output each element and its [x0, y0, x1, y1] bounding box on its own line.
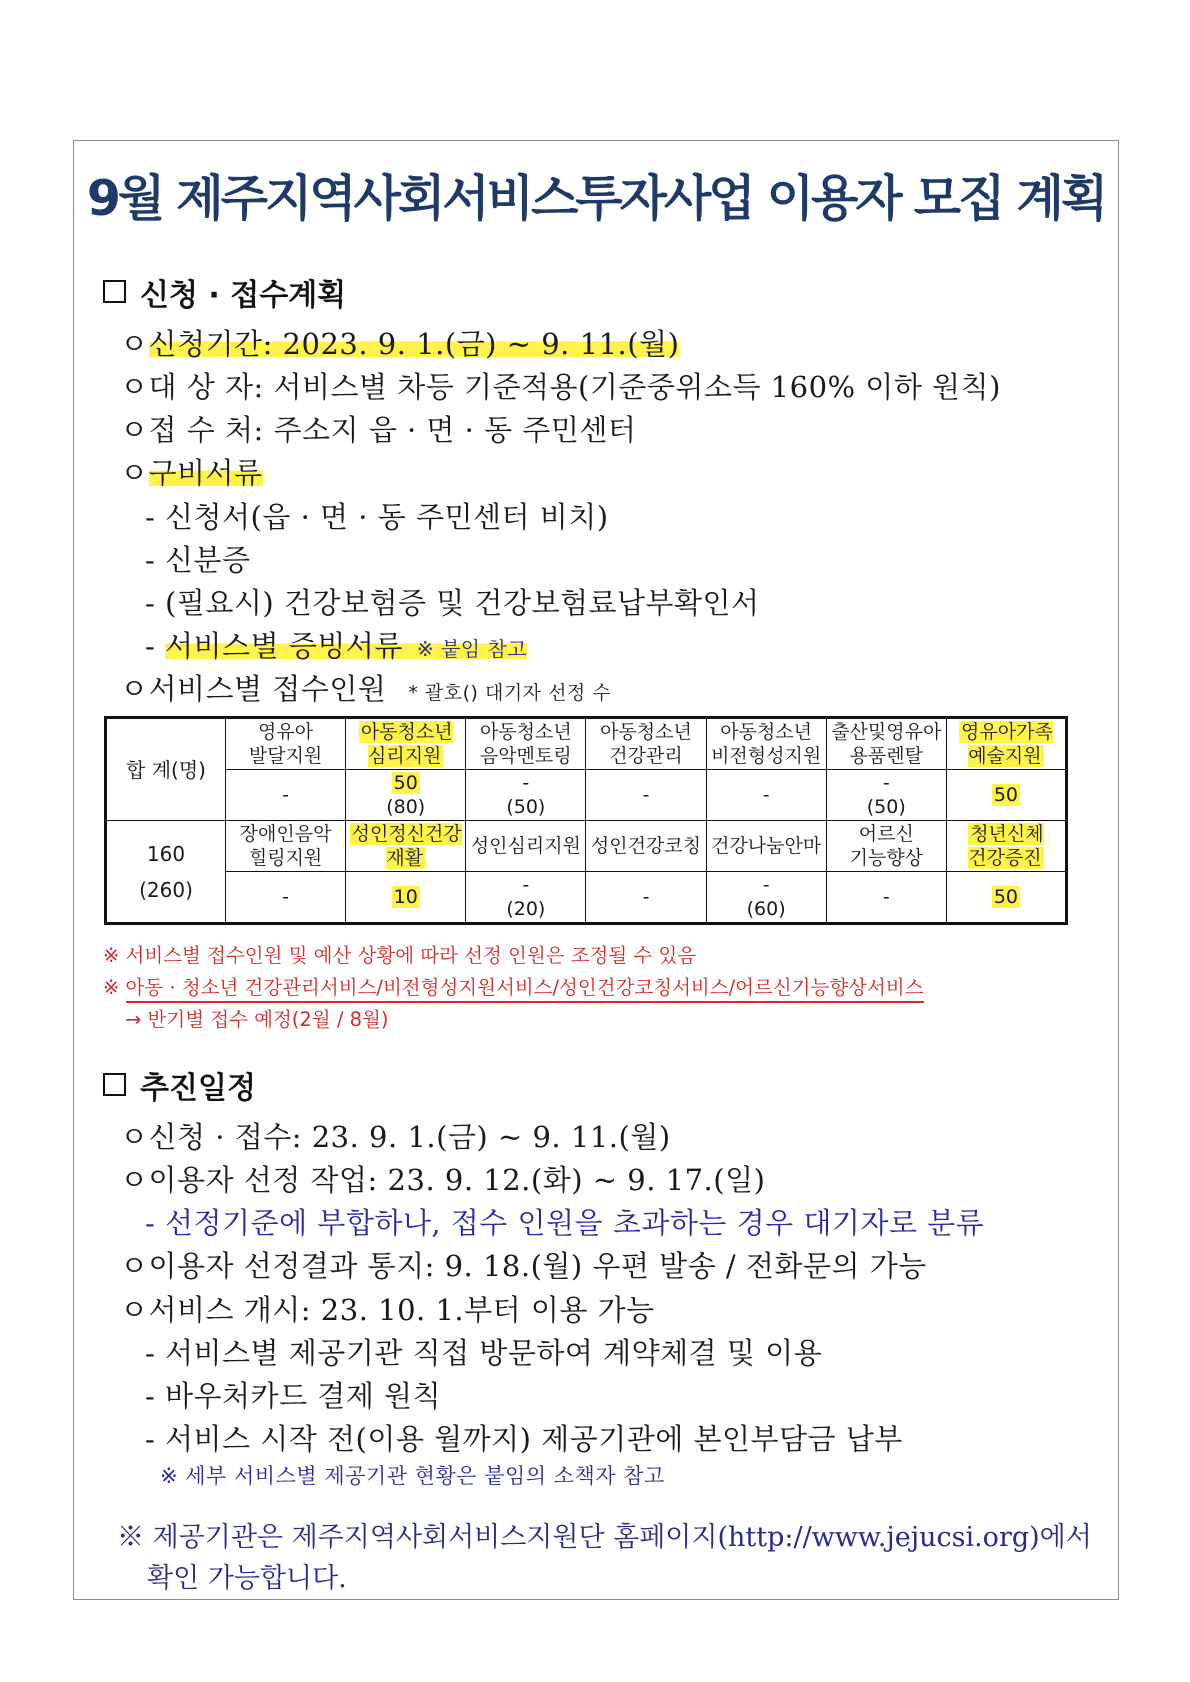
service-name-cell: 성인건강코칭: [586, 821, 706, 872]
quota-value-cell: -: [586, 872, 706, 924]
table-row: [106, 718, 1067, 770]
note-semiannual-schedule: → 반기별 접수 예정(2월 / 8월): [125, 1008, 389, 1031]
quota-value-cell: - (20): [466, 872, 586, 924]
schedule-service-start: ㅇ서비스 개시: 23. 10. 1.부터 이용 가능: [120, 1293, 655, 1327]
quota-value-cell: 10: [346, 872, 466, 924]
section-heading-application: 신청 · 접수계획: [103, 270, 346, 314]
service-name-cell: 영유아가족 예술지원: [946, 718, 1066, 770]
service-name-cell: 장애인음악 힐링지원: [226, 821, 346, 872]
schedule-copayment: - 서비스 시작 전(이용 월까지) 제공기관에 본인부담금 납부: [145, 1422, 903, 1456]
quota-value-cell: 50: [946, 872, 1066, 924]
table-row: [106, 872, 1067, 924]
doc-item-insurance: - (필요시) 건강보험증 및 건강보험료납부확인서: [145, 586, 760, 620]
schedule-selection: ㅇ이용자 선정 작업: 23. 9. 12.(화) ~ 9. 17.(일): [120, 1163, 766, 1197]
required-docs-label: ㅇ구비서류: [120, 456, 263, 490]
schedule-voucher: - 바우처카드 결제 원칙: [145, 1379, 442, 1413]
quota-value-cell: -: [586, 770, 706, 821]
service-name-cell: 어르신 기능향상: [826, 821, 946, 872]
quota-value-cell: 50 (80): [346, 770, 466, 821]
application-period-highlight: 신청기간: 2023. 9. 1.(금) ~ 9. 11.(월): [148, 327, 680, 361]
footer-homepage-note: ※ 제공기관은 제주지역사회서비스지원단 홈페이지(http://www.jejucsi.org)에서: [117, 1522, 1092, 1553]
checkbox-square-icon: [103, 1073, 126, 1096]
quota-value-cell: - (50): [466, 770, 586, 821]
service-name-cell: 아동청소년 비전형성지원: [706, 718, 826, 770]
doc-item-service-proof: - 서비스별 증빙서류 ※ 붙임 참고: [145, 629, 528, 663]
application-period: ㅇ신청기간: 2023. 9. 1.(금) ~ 9. 11.(월): [120, 327, 680, 361]
footer-homepage-note-cont: 확인 가능합니다.: [147, 1563, 347, 1594]
quota-table: [104, 716, 1068, 925]
quota-label: ㅇ서비스별 접수인원 * 괄호() 대기자 선정 수: [120, 672, 612, 706]
total-label-cell: 합 계(명): [106, 718, 226, 821]
service-name-cell: 청년신체 건강증진: [946, 821, 1066, 872]
schedule-selection-waitlist: - 선정기준에 부합하나, 접수 인원을 초과하는 경우 대기자로 분류: [145, 1206, 985, 1240]
schedule-application: ㅇ신청 · 접수: 23. 9. 1.(금) ~ 9. 11.(월): [120, 1120, 671, 1154]
schedule-booklet-ref: ※ 세부 서비스별 제공기관 현황은 붙임의 소책자 참고: [160, 1464, 665, 1488]
schedule-contract: - 서비스별 제공기관 직접 방문하여 계약체결 및 이용: [145, 1336, 823, 1370]
service-name-cell: 출산및영유아 용품렌탈: [826, 718, 946, 770]
schedule-notification: ㅇ이용자 선정결과 통지: 9. 18.(월) 우편 발송 / 전화문의 가능: [120, 1249, 927, 1283]
service-name-cell: 아동청소년 건강관리: [586, 718, 706, 770]
service-name-cell: 영유아 발달지원: [226, 718, 346, 770]
checkbox-square-icon: [103, 280, 126, 303]
service-name-cell: 아동청소년 음악멘토링: [466, 718, 586, 770]
total-value-cell: 160 (260): [106, 821, 226, 924]
service-name-cell: 성인심리지원: [466, 821, 586, 872]
note-semiannual-services: ※ 아동 · 청소년 건강관리서비스/비전형성지원서비스/성인건강코칭서비스/어르신기능향상서비스: [103, 972, 924, 1000]
quota-value-cell: 50: [946, 770, 1066, 821]
quota-value-cell: - (50): [826, 770, 946, 821]
section-heading-schedule: 추진일정: [103, 1063, 256, 1107]
service-name-cell: 건강나눔안마: [706, 821, 826, 872]
doc-item-id-card: - 신분증: [145, 543, 251, 577]
note-quota-adjust: ※ 서비스별 접수인원 및 예산 상황에 따라 선정 인원은 조정될 수 있음: [103, 944, 697, 967]
table-row: [106, 770, 1067, 821]
quota-value-cell: -: [706, 770, 826, 821]
quota-value-cell: -: [226, 770, 346, 821]
quota-value-cell: - (60): [706, 872, 826, 924]
eligibility-line: ㅇ대 상 자: 서비스별 차등 기준적용(기준중위소득 160% 이하 원칙): [120, 370, 1001, 404]
page-title: 9월 제주지역사회서비스투자사업 이용자 모집 계획: [86, 170, 1106, 227]
service-name-cell: 성인정신건강 재활: [346, 821, 466, 872]
reception-place-line: ㅇ접 수 처: 주소지 읍 · 면 · 동 주민센터: [120, 413, 637, 447]
quota-value-cell: -: [826, 872, 946, 924]
quota-value-cell: -: [226, 872, 346, 924]
doc-item-application-form: - 신청서(읍 · 면 · 동 주민센터 비치): [145, 500, 609, 534]
table-row: [106, 821, 1067, 872]
service-name-cell: 아동청소년 심리지원: [346, 718, 466, 770]
